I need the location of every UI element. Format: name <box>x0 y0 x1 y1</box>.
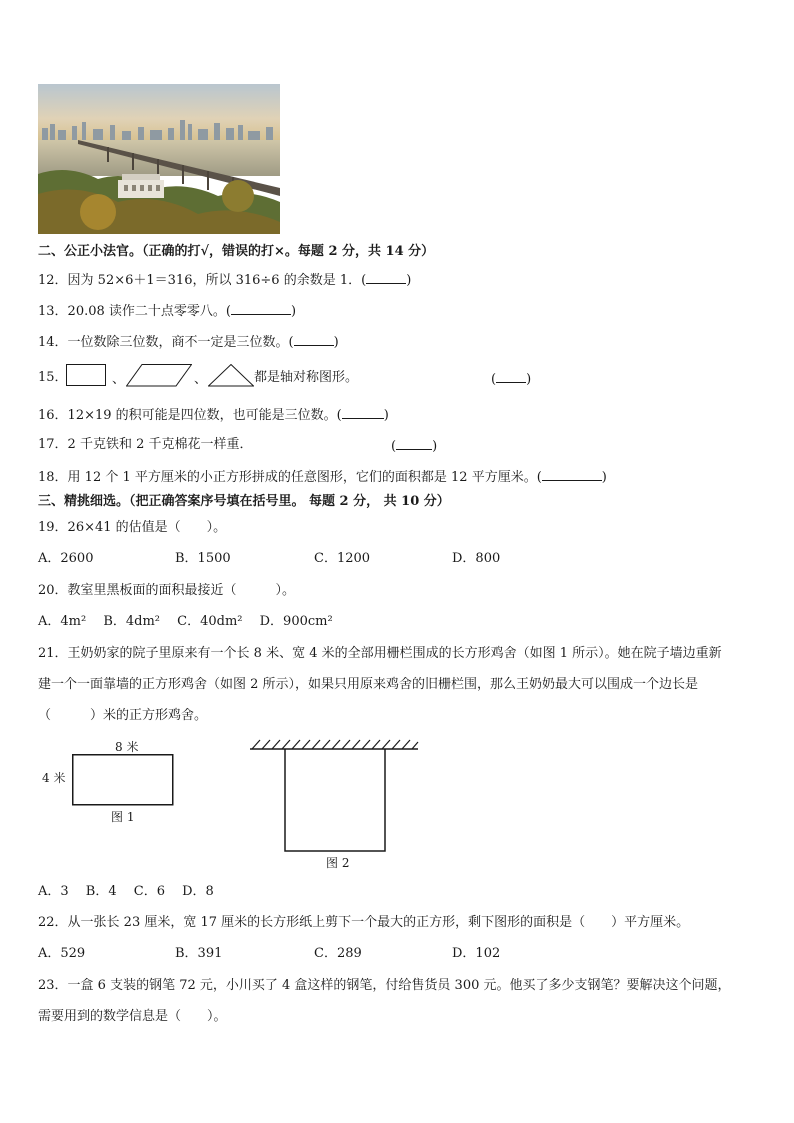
q19-option-c[interactable]: C．1200 <box>314 551 371 566</box>
q22-option-a[interactable]: A．529 <box>38 946 86 961</box>
fig1-caption: 图 1 <box>111 810 135 824</box>
paren-close: ) <box>526 372 532 387</box>
paren-close: ) <box>432 439 438 454</box>
question-15-number: 15． <box>38 370 68 385</box>
q22-option-c[interactable]: C．289 <box>314 946 362 961</box>
section2-header: 二、公正小法官。（正确的打√，错误的打×。每题 2 分，共 14 分） <box>38 244 435 259</box>
fig1-rectangle <box>72 754 174 806</box>
question-23-line1: 23．一盒 6 支装的钢笔 72 元，小川买了 4 盒这样的钢笔，付给售货员 300 元。他买了多少支钢笔？要解决这个问题， <box>38 978 731 993</box>
question-22-text: 22．从一张长 23 厘米，宽 17 厘米的长方形纸上剪下一个最大的正方形，剩下图形的面积是（ ）平方厘米。 <box>38 915 690 930</box>
answer-blank-17[interactable] <box>396 437 432 450</box>
section3-header: 三、精挑细选。（把正确答案序号填在括号里。 每题 2 分， 共 10 分） <box>38 494 450 509</box>
question-12-text: 12．因为 52×6＋1＝316，所以 316÷6 的余数是 1．( <box>38 273 367 288</box>
bridge-photo <box>38 84 280 234</box>
question-21-line3: （ ）米的正方形鸡舍。 <box>38 708 208 723</box>
question-15-sep1: 、 <box>112 372 126 387</box>
question-15-text: 都是轴对称图形。 <box>254 370 359 385</box>
paren-close: ) <box>290 304 297 319</box>
answer-blank-18[interactable] <box>542 468 602 481</box>
q19-option-d[interactable]: D．800 <box>452 551 501 566</box>
question-12 <box>38 271 411 289</box>
question-19-text: 19．26×41 的估值是（ ）。 <box>38 520 227 535</box>
answer-blank-13[interactable] <box>231 302 291 315</box>
rectangle-shape-icon <box>66 364 106 387</box>
fig1-side-label: 4 米 <box>42 771 66 785</box>
fig2-caption: 图 2 <box>326 856 350 870</box>
question-23-line2: 需要用到的数学信息是（ ）。 <box>38 1009 227 1024</box>
question-14-text: 14．一位数除三位数，商不一定是三位数。( <box>38 335 294 350</box>
q22-option-b[interactable]: B．391 <box>175 946 223 961</box>
question-20-text: 20．教室里黑板面的面积最接近（ ）。 <box>38 583 296 598</box>
q19-option-a[interactable]: A．2600 <box>38 551 94 566</box>
q20-options[interactable]: A．4m² B．4dm² C．40dm² D．900cm² <box>38 614 333 629</box>
question-17-text: 17．2 千克铁和 2 千克棉花一样重． <box>38 437 253 452</box>
question-14 <box>38 333 339 351</box>
paren-open: ( <box>491 372 497 387</box>
fig1-top-label: 8 米 <box>115 740 139 754</box>
question-17-answer <box>391 437 437 455</box>
question-21-line1: 21．王奶奶家的院子里原来有一个长 8 米、宽 4 米的全部用栅栏围成的长方形鸡舍（如图 1 所示）。她在院子墙边重新 <box>38 646 722 661</box>
paren-open: ( <box>391 439 397 454</box>
paren-close: ) <box>601 470 607 485</box>
bridge-photo-image <box>38 84 280 234</box>
answer-blank-14[interactable] <box>294 333 334 346</box>
paren-close: ) <box>406 273 412 288</box>
q22-option-d[interactable]: D．102 <box>452 946 501 961</box>
q21-options[interactable]: A．3 B．4 C．6 D．8 <box>38 884 214 899</box>
question-15-sep2: 、 <box>194 372 208 387</box>
question-15-answer <box>491 370 531 388</box>
question-18-text: 18．用 12 个 1 平方厘米的小正方形拼成的任意图形，它们的面积都是 12 平方厘米。( <box>38 470 542 485</box>
paren-close: ) <box>383 408 389 423</box>
answer-blank-16[interactable] <box>342 406 384 419</box>
answer-blank-12[interactable] <box>366 271 406 284</box>
answer-blank-15[interactable] <box>496 370 526 383</box>
question-18 <box>38 468 607 486</box>
paren-close: ) <box>333 335 339 350</box>
question-13-text: 13．20.08 读作二十点零零八。( <box>38 304 231 319</box>
question-16-text: 16．12×19 的积可能是四位数，也可能是三位数。( <box>38 408 342 423</box>
question-16 <box>38 406 389 424</box>
q19-option-b[interactable]: B．1500 <box>175 551 231 566</box>
question-21-line2: 建一个一面靠墙的正方形鸡舍（如图 2 所示），如果只用原来鸡舍的旧栅栏围，那么王奶奶最大可以围成一个边长是 <box>38 677 699 692</box>
triangle-shape-icon <box>208 364 254 387</box>
question-13 <box>38 302 296 320</box>
fig2-wall-square <box>248 738 420 854</box>
parallelogram-shape-icon <box>126 364 192 387</box>
